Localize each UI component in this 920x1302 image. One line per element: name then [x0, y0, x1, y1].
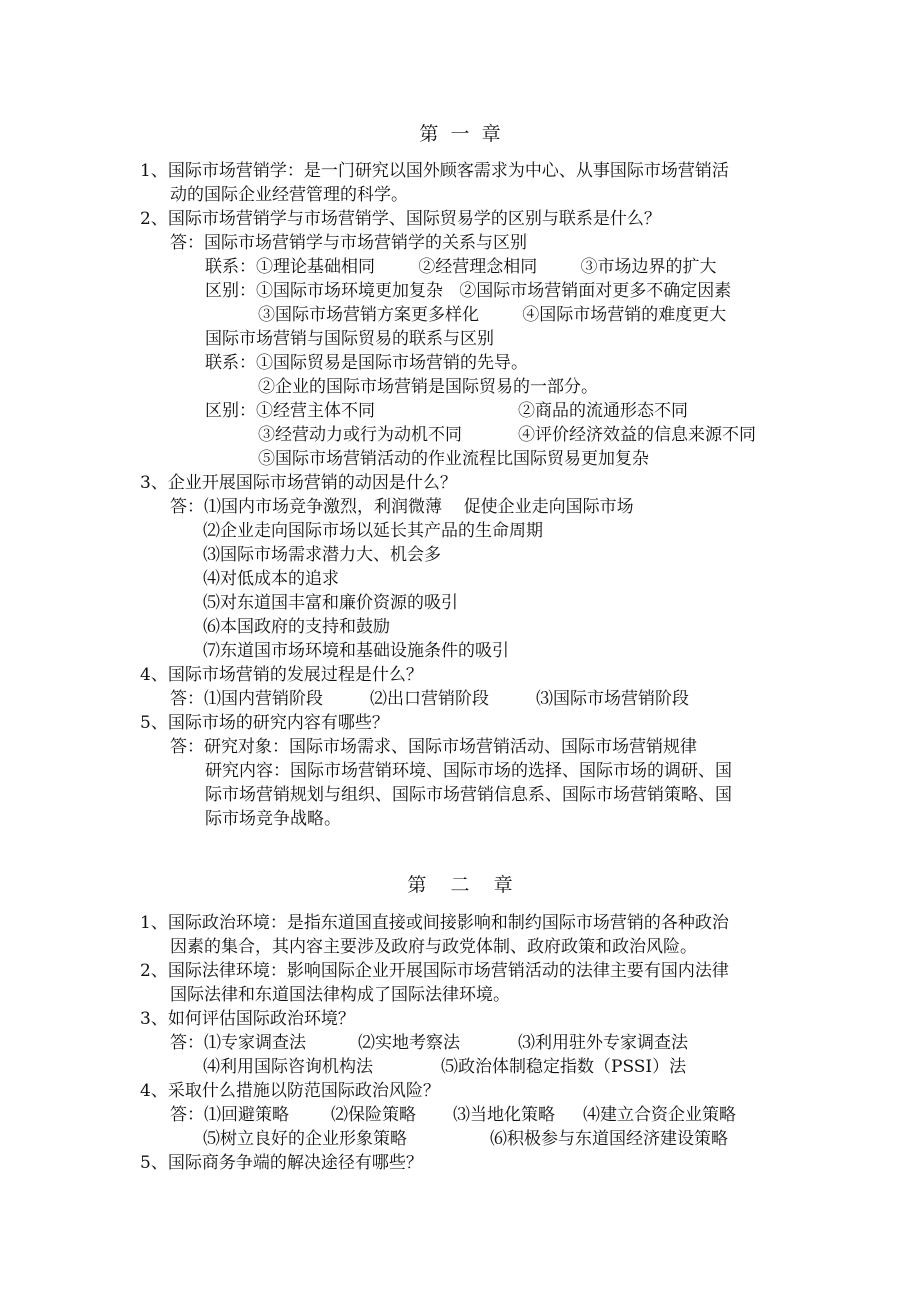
ch2-line: ⑶利用驻外专家调查法: [518, 1033, 688, 1053]
ch2-line: ⑹积极参与东道国经济建设策略: [490, 1129, 728, 1149]
ch1-line: 4、国际市场营销的发展过程是什么？: [140, 665, 423, 685]
ch1-line: 联系：①国际贸易是国际市场营销的先导。: [205, 353, 528, 373]
ch1-line: 答：研究对象：国际市场需求、国际市场营销活动、国际市场营销规律: [170, 737, 697, 757]
ch2-line: 答：⑴回避策略: [170, 1105, 289, 1125]
ch2-line: 2、国际法律环境：影响国际企业开展国际市场营销活动的法律主要有国内法律: [140, 961, 729, 981]
ch1-line: ⑷对低成本的追求: [203, 569, 339, 589]
ch1-line: ⑹本国政府的支持和鼓励: [203, 617, 390, 637]
ch2-line: ⑷利用国际咨询机构法: [203, 1057, 373, 1077]
ch2-line: 因素的集合，其内容主要涉及政府与政党体制、政府政策和政治风险。: [170, 937, 697, 957]
ch1-line: 答：⑴国内市场竞争激烈，利润微薄 促使企业走向国际市场: [170, 497, 634, 517]
ch1-line: ③国际市场营销方案更多样化 ④国际市场营销的难度更大: [258, 305, 727, 325]
ch1-line: 际市场竞争战略。: [205, 809, 341, 829]
ch1-line: ⑵企业走向国际市场以延长其产品的生命周期: [203, 521, 543, 541]
ch2-line: ⑶当地化策略: [453, 1105, 555, 1125]
ch1-line: 联系：①理论基础相同 ②经营理念相同 ③市场边界的扩大: [205, 257, 717, 277]
ch1-line: 区别：①国际市场环境更加复杂 ②国际市场营销面对更多不确定因素: [205, 281, 732, 301]
ch1-line: 区别：①经营主体不同: [205, 401, 375, 421]
ch1-line: ⑸对东道国丰富和廉价资源的吸引: [203, 593, 458, 613]
chapter-2-title: 第 二 章: [407, 874, 513, 896]
ch1-line: 研究内容：国际市场营销环境、国际市场的选择、国际市场的调研、国: [205, 761, 732, 781]
ch2-line: 1、国际政治环境：是指东道国直接或间接影响和制约国际市场营销的各种政治: [140, 913, 729, 933]
ch1-line: 1、国际市场营销学：是一门研究以国外顾客需求为中心、从事国际市场营销活: [140, 161, 729, 181]
ch1-line: 国际市场营销与国际贸易的联系与区别: [205, 329, 494, 349]
ch1-line: 2、国际市场营销学与市场营销学、国际贸易学的区别与联系是什么？: [140, 209, 661, 229]
ch2-line: 答：⑴专家调查法: [170, 1033, 306, 1053]
ch1-line: ⑶国际市场需求潜力大、机会多: [203, 545, 441, 565]
ch1-line: ④评价经济效益的信息来源不同: [518, 425, 756, 445]
ch1-line: ②商品的流通形态不同: [518, 401, 688, 421]
ch2-line: ⑸树立良好的企业形象策略: [203, 1129, 407, 1149]
chapter-1-title: 第 一 章: [419, 123, 501, 145]
ch1-line: 动的国际企业经营管理的科学。: [170, 185, 408, 205]
ch2-line: 国际法律和东道国法律构成了国际法律环境。: [170, 985, 510, 1005]
ch2-line: ⑵保险策略: [331, 1105, 416, 1125]
ch1-line: 3、企业开展国际市场营销的动因是什么？: [140, 473, 457, 493]
ch2-line: ⑸政治体制稳定指数（PSSI）法: [441, 1057, 687, 1077]
ch1-line: ②企业的国际市场营销是国际贸易的一部分。: [258, 377, 598, 397]
ch1-line: 答：⑴国内营销阶段: [170, 689, 323, 709]
ch2-line: ⑷建立合资企业策略: [583, 1105, 736, 1125]
ch1-line: 际市场营销规划与组织、国际市场营销信息系、国际市场营销策略、国: [205, 785, 732, 805]
ch2-line: 5、国际商务争端的解决途径有哪些？: [140, 1153, 423, 1173]
ch1-line: 答：国际市场营销学与市场营销学的关系与区别: [170, 233, 527, 253]
ch2-line: 3、如何评估国际政治环境？: [140, 1009, 355, 1029]
ch1-line: ⑵出口营销阶段: [370, 689, 489, 709]
ch1-line: ⑺东道国市场环境和基础设施条件的吸引: [203, 641, 509, 661]
ch1-line: ⑤国际市场营销活动的作业流程比国际贸易更加复杂: [258, 449, 649, 469]
ch1-line: 5、国际市场的研究内容有哪些？: [140, 713, 389, 733]
ch1-line: ⑶国际市场营销阶段: [536, 689, 689, 709]
ch2-line: ⑵实地考察法: [358, 1033, 460, 1053]
ch1-line: ③经营动力或行为动机不同: [258, 425, 462, 445]
ch2-line: 4、采取什么措施以防范国际政治风险？: [140, 1081, 440, 1101]
